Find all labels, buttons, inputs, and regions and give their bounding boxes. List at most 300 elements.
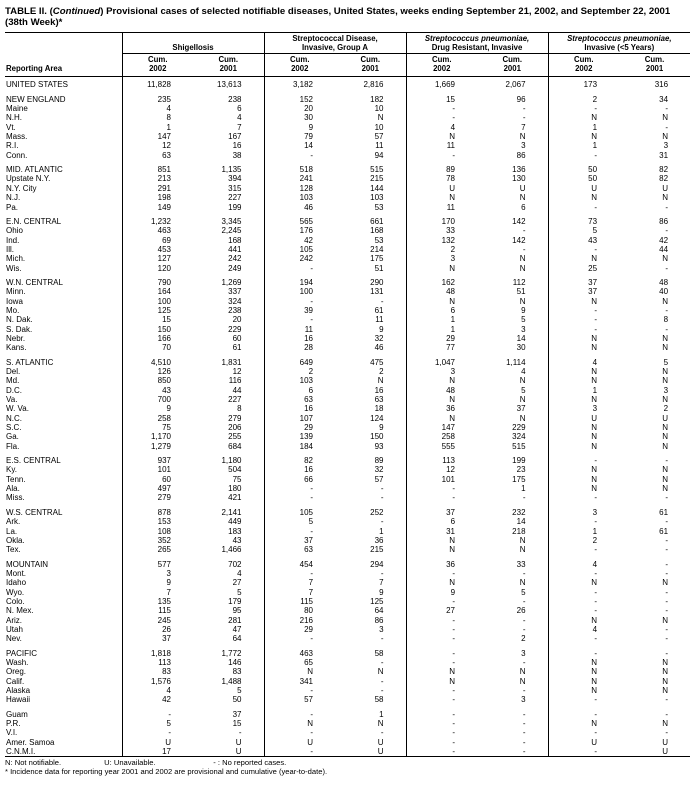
value-cell: 23 [516, 465, 526, 475]
table-row [5, 625, 690, 634]
value-cell: - [665, 263, 669, 273]
value-cell: 5 [237, 686, 242, 695]
subcolumn-header-cum-2002: Cum. 2002 [122, 54, 193, 77]
value-cell: - [548, 456, 619, 465]
value-cell: 3 [379, 624, 384, 634]
value-cell: - [522, 493, 526, 503]
value-cell: 11 [264, 325, 335, 334]
table-row [5, 456, 690, 465]
value-cell: 1,818 [122, 649, 193, 658]
reporting-area-cell: Idaho [6, 578, 27, 588]
value-cell: 3 [521, 695, 526, 705]
table-row [5, 306, 690, 315]
table-row [5, 719, 690, 728]
value-cell: N [264, 719, 335, 728]
value-cell: N [548, 578, 619, 587]
value-cell: 279 [122, 493, 193, 502]
value-cell: 10 [374, 122, 384, 132]
value-cell: 12 [406, 465, 477, 474]
value-cell: - [406, 658, 477, 667]
value-cell: N [406, 132, 477, 141]
value-cell: 252 [370, 507, 384, 517]
column-group-pneumo-drug-resistant [406, 33, 548, 54]
value-cell: 8 [663, 315, 669, 325]
value-cell: - [665, 324, 669, 334]
value-cell: 215 [370, 174, 384, 184]
value-cell: 83 [122, 667, 193, 676]
value-cell: 1,279 [122, 442, 193, 451]
value-cell: 258 [122, 414, 193, 423]
table-row [5, 77, 690, 90]
table-row [5, 695, 690, 704]
reporting-area-cell: Alaska [6, 686, 31, 695]
value-cell: N [519, 395, 526, 405]
value-cell: - [548, 315, 619, 324]
reporting-area-cell: Nebr. [6, 333, 26, 343]
value-cell: - [522, 568, 526, 578]
table-title [5, 6, 690, 28]
table-row [5, 343, 690, 352]
value-cell: N [548, 484, 619, 493]
value-cell: N [548, 475, 619, 484]
value-cell: N [548, 423, 619, 432]
value-cell: - [406, 597, 477, 606]
value-cell: N [662, 376, 669, 386]
value-cell: 103 [370, 193, 384, 203]
table-row [5, 217, 690, 226]
value-cell: 28 [264, 343, 335, 352]
value-cell: U [619, 747, 690, 757]
value-cell: - [548, 151, 619, 160]
value-cell: 125 [370, 596, 384, 606]
value-cell: 57 [374, 132, 384, 142]
value-cell: 1,114 [506, 357, 526, 367]
value-cell: - [522, 226, 526, 236]
value-cell: 25 [548, 264, 619, 273]
reporting-area-cell: MOUNTAIN [6, 559, 49, 569]
value-cell: N [548, 367, 619, 376]
value-cell: N [548, 465, 619, 474]
value-cell: N [662, 333, 669, 343]
value-cell: N [406, 545, 477, 554]
reporting-area-cell: W.S. CENTRAL [6, 507, 63, 517]
value-cell: 3 [406, 254, 477, 263]
value-cell: 48 [406, 287, 477, 296]
value-cell: 5 [521, 385, 526, 395]
value-cell: - [665, 624, 669, 634]
reporting-area-cell: Tenn. [6, 474, 26, 484]
value-cell: - [406, 616, 477, 625]
value-cell: 2 [663, 404, 669, 414]
group-label-line: Invasive (<5 Years) [584, 42, 655, 52]
value-cell: 36 [406, 404, 477, 413]
group-label-line: Invasive, Group A [302, 42, 369, 52]
value-cell: N [662, 113, 669, 123]
value-cell: 290 [370, 277, 384, 287]
value-cell: 324 [228, 296, 242, 306]
value-cell: 194 [264, 278, 335, 287]
group-label-line: Streptococcus pneumoniae, [424, 34, 530, 43]
value-cell: 53 [374, 202, 384, 212]
value-cell: 34 [659, 94, 669, 104]
value-cell: 3,345 [221, 216, 242, 226]
value-cell: 2,141 [221, 507, 242, 517]
value-cell: 89 [406, 165, 477, 174]
value-cell: - [548, 545, 619, 554]
value-cell: 60 [122, 475, 193, 484]
reporting-area-cell: Maine [6, 104, 28, 114]
value-cell: - [548, 634, 619, 643]
value-cell: - [380, 517, 384, 527]
reporting-area-cell: N.Y. City [6, 183, 37, 193]
value-cell: 341 [264, 677, 335, 686]
value-cell: 2,067 [505, 80, 526, 90]
value-cell: - [238, 728, 242, 738]
value-cell: - [380, 728, 384, 738]
value-cell: - [665, 634, 669, 644]
value-cell: - [522, 737, 526, 747]
value-cell: 31 [406, 527, 477, 536]
reporting-area-cell: Iowa [6, 296, 23, 306]
value-cell: 3 [548, 508, 619, 517]
value-cell: 555 [406, 442, 477, 451]
reporting-area-cell: Oreg. [6, 667, 27, 677]
reporting-area-cell: Ariz. [6, 615, 22, 625]
value-cell: - [406, 719, 477, 728]
value-cell: - [548, 606, 619, 615]
value-cell: 37 [516, 404, 526, 414]
value-cell: - [548, 728, 619, 737]
reporting-area-cell: Mass. [6, 132, 28, 142]
table-row [5, 264, 690, 273]
value-cell: N [662, 686, 669, 695]
value-cell: 113 [122, 658, 193, 667]
reporting-area-cell: E.N. CENTRAL [6, 216, 62, 226]
value-cell: 7 [122, 588, 193, 597]
value-cell: 1,047 [406, 358, 477, 367]
value-cell: 227 [228, 395, 242, 405]
value-cell: 5 [663, 357, 669, 367]
value-cell: 89 [374, 456, 384, 466]
reporting-area-cell: Ind. [6, 235, 20, 245]
value-cell: - [264, 484, 335, 493]
value-cell: 3 [521, 324, 526, 334]
subcolumn-header-cum-2001: Cum. 2001 [477, 54, 548, 77]
value-cell: 15 [122, 315, 193, 324]
value-cell: N [662, 474, 669, 484]
value-cell: - [406, 493, 477, 502]
value-cell: 43 [548, 236, 619, 245]
value-cell: 238 [228, 305, 242, 315]
value-cell: - [548, 203, 619, 212]
value-cell: - [380, 296, 384, 306]
value-cell: 127 [122, 254, 193, 263]
value-cell: - [548, 597, 619, 606]
value-cell: - [665, 648, 669, 658]
reporting-area-header: Reporting Area [5, 33, 122, 77]
value-cell: 229 [512, 423, 526, 433]
table-row [5, 165, 690, 174]
value-cell: 213 [122, 174, 193, 183]
value-cell: 11 [375, 141, 384, 151]
value-cell: 179 [228, 596, 242, 606]
value-cell: N [548, 719, 619, 728]
value-cell: 2 [548, 95, 619, 104]
value-cell: 3 [406, 367, 477, 376]
value-cell: 36 [406, 560, 477, 569]
value-cell: 61 [659, 526, 669, 536]
value-cell: 684 [228, 441, 242, 451]
table-row [5, 151, 690, 160]
value-cell: 1 [379, 526, 384, 536]
value-cell: 1 [548, 386, 619, 395]
value-cell: U [662, 413, 669, 423]
value-cell: N [519, 296, 526, 306]
value-cell: 7 [264, 578, 335, 587]
value-cell: 463 [122, 226, 193, 235]
value-cell: - [380, 634, 384, 644]
value-cell: - [548, 747, 619, 757]
value-cell: 139 [264, 432, 335, 441]
value-cell: N [406, 578, 477, 587]
value-cell: U [235, 737, 242, 747]
value-cell: 65 [264, 658, 335, 667]
group-label-line: Streptococcus pneumoniae, [567, 34, 672, 43]
value-cell: 4 [548, 625, 619, 634]
value-cell: 38 [232, 150, 242, 160]
value-cell: 125 [122, 306, 193, 315]
title-prefix: TABLE II. ( [5, 6, 53, 17]
group-label-line: Shigellosis [172, 42, 214, 52]
value-cell: 421 [228, 493, 242, 503]
table-row [5, 569, 690, 578]
value-cell: - [665, 695, 669, 705]
value-cell: N [662, 193, 669, 203]
value-cell: 232 [512, 507, 526, 517]
value-cell: 112 [512, 277, 526, 287]
value-cell: 103 [264, 193, 335, 202]
value-cell: N [548, 395, 619, 404]
value-cell: N [662, 432, 669, 442]
value-cell: - [665, 559, 669, 569]
value-cell: 128 [264, 184, 335, 193]
value-cell: 101 [406, 475, 477, 484]
reporting-area-cell: Mo. [6, 305, 20, 315]
reporting-area-cell: Ill. [6, 244, 14, 254]
value-cell: 454 [264, 560, 335, 569]
value-cell: 32 [374, 333, 384, 343]
value-cell: N [662, 343, 669, 353]
value-cell: - [665, 202, 669, 212]
value-cell: 124 [370, 413, 384, 423]
value-cell: 108 [122, 527, 193, 536]
reporting-area-cell: N.J. [6, 193, 21, 203]
value-cell: 5 [521, 587, 526, 597]
value-cell: 73 [548, 217, 619, 226]
value-cell: 182 [370, 94, 384, 104]
value-cell: 180 [228, 484, 242, 494]
reporting-area-cell: Minn. [6, 287, 26, 297]
value-cell: N [662, 484, 669, 494]
value-cell: 29 [264, 625, 335, 634]
value-cell: 164 [122, 287, 193, 296]
reporting-area-cell: Guam [6, 709, 28, 719]
value-cell: - [264, 493, 335, 502]
value-cell: - [264, 527, 335, 536]
value-cell: 5 [237, 587, 242, 597]
value-cell: - [548, 104, 619, 113]
reporting-area-cell: Hawaii [6, 695, 31, 705]
value-cell: N [377, 113, 384, 123]
value-cell: 4 [521, 367, 526, 376]
value-cell: 1 [548, 141, 619, 150]
value-cell: 18 [374, 404, 384, 414]
value-cell: 70 [122, 343, 193, 352]
value-cell: 475 [370, 357, 384, 367]
value-cell: 9 [122, 404, 193, 413]
value-cell: 16 [264, 334, 335, 343]
value-cell: N [377, 667, 384, 677]
value-cell: N [377, 719, 384, 729]
value-cell: - [406, 113, 477, 122]
value-cell: 11,828 [122, 77, 193, 90]
value-cell: N [519, 413, 526, 423]
value-cell: U [122, 738, 193, 747]
value-cell: 107 [264, 414, 335, 423]
reporting-area-cell: Ga. [6, 432, 19, 442]
value-cell: 43 [122, 386, 193, 395]
value-cell: 1 [122, 123, 193, 132]
value-cell: 75 [232, 474, 242, 484]
value-cell: - [264, 569, 335, 578]
value-cell: 2 [406, 245, 477, 254]
reporting-area-cell: N. Dak. [6, 315, 33, 325]
table-row [5, 367, 690, 376]
value-cell: - [406, 625, 477, 634]
value-cell: N [406, 193, 477, 202]
value-cell: 10 [374, 104, 384, 114]
table-row [5, 184, 690, 193]
value-cell: 31 [659, 150, 669, 160]
value-cell: 78 [406, 174, 477, 183]
value-cell: 206 [228, 423, 242, 433]
value-cell: 5 [264, 517, 335, 526]
value-cell: 51 [516, 287, 526, 297]
value-cell: 20 [232, 315, 242, 325]
value-cell: U [193, 747, 264, 757]
value-cell: 173 [548, 77, 619, 90]
table-row [5, 432, 690, 441]
value-cell: 1,180 [221, 456, 242, 466]
reporting-area-cell: N.H. [6, 113, 22, 123]
value-cell: 103 [264, 376, 335, 385]
value-cell: 16 [264, 404, 335, 413]
value-cell: 162 [406, 278, 477, 287]
reporting-area-cell: Tex. [6, 545, 21, 555]
value-cell: 105 [264, 508, 335, 517]
table-row [5, 484, 690, 493]
value-cell: 50 [232, 695, 242, 705]
reporting-area-cell: C.N.M.I. [5, 747, 122, 757]
table-row [5, 278, 690, 287]
value-cell: 43 [232, 535, 242, 545]
value-cell: 1,135 [221, 165, 242, 175]
subcolumn-header-cum-2002: Cum. 2002 [264, 54, 335, 77]
value-cell: 37 [548, 278, 619, 287]
value-cell: 37 [406, 508, 477, 517]
value-cell: 29 [406, 334, 477, 343]
value-cell: 30 [516, 343, 526, 353]
value-cell: 515 [512, 441, 526, 451]
table-row [5, 634, 690, 643]
value-cell: N [519, 578, 526, 588]
value-cell: 3 [548, 404, 619, 413]
value-cell: 42 [659, 235, 669, 245]
table-row [5, 104, 690, 113]
value-cell: N [548, 442, 619, 451]
value-cell: 116 [228, 376, 242, 386]
value-cell: - [665, 587, 669, 597]
value-cell: 66 [264, 475, 335, 484]
reporting-area-cell: Ohio [6, 226, 23, 236]
value-cell: - [477, 747, 548, 757]
value-cell: - [522, 624, 526, 634]
group-label-line: Drug Resistant, Invasive [431, 42, 523, 52]
value-cell: 1,269 [221, 277, 242, 287]
value-cell: 27 [406, 606, 477, 615]
table-row [5, 193, 690, 202]
value-cell: - [406, 710, 477, 719]
value-cell: 515 [370, 165, 384, 175]
legend-not-notifiable: N: Not notifiable. [5, 758, 62, 768]
value-cell: 518 [264, 165, 335, 174]
value-cell: 352 [122, 536, 193, 545]
value-cell: N [548, 254, 619, 263]
value-cell: - [522, 728, 526, 738]
value-cell: 168 [370, 226, 384, 236]
value-cell: 63 [264, 545, 335, 554]
value-cell: 153 [122, 517, 193, 526]
value-cell: 48 [406, 386, 477, 395]
value-cell: N [548, 667, 619, 676]
value-cell: N [406, 297, 477, 306]
value-cell: - [548, 517, 619, 526]
value-cell: 4 [122, 686, 193, 695]
value-cell: 5 [122, 719, 193, 728]
value-cell: 3 [663, 141, 669, 151]
value-cell: 50 [548, 165, 619, 174]
value-cell: N [406, 264, 477, 273]
value-cell: 1,170 [122, 432, 193, 441]
value-cell: 32 [374, 465, 384, 475]
value-cell: N [662, 296, 669, 306]
table-row [5, 545, 690, 554]
value-cell: 142 [512, 235, 526, 245]
reporting-area-cell: MID. ATLANTIC [6, 165, 63, 175]
value-cell: 183 [228, 526, 242, 536]
value-cell: - [522, 719, 526, 729]
value-cell: - [264, 747, 335, 757]
table-row [5, 597, 690, 606]
value-cell: N [548, 616, 619, 625]
value-cell: - [522, 113, 526, 123]
value-cell: - [665, 545, 669, 555]
legend-no-reported-cases: - : No reported cases. [213, 758, 287, 768]
value-cell: 291 [122, 184, 193, 193]
value-cell: 136 [512, 165, 526, 175]
value-cell: 2 [548, 536, 619, 545]
value-cell: 26 [122, 625, 193, 634]
